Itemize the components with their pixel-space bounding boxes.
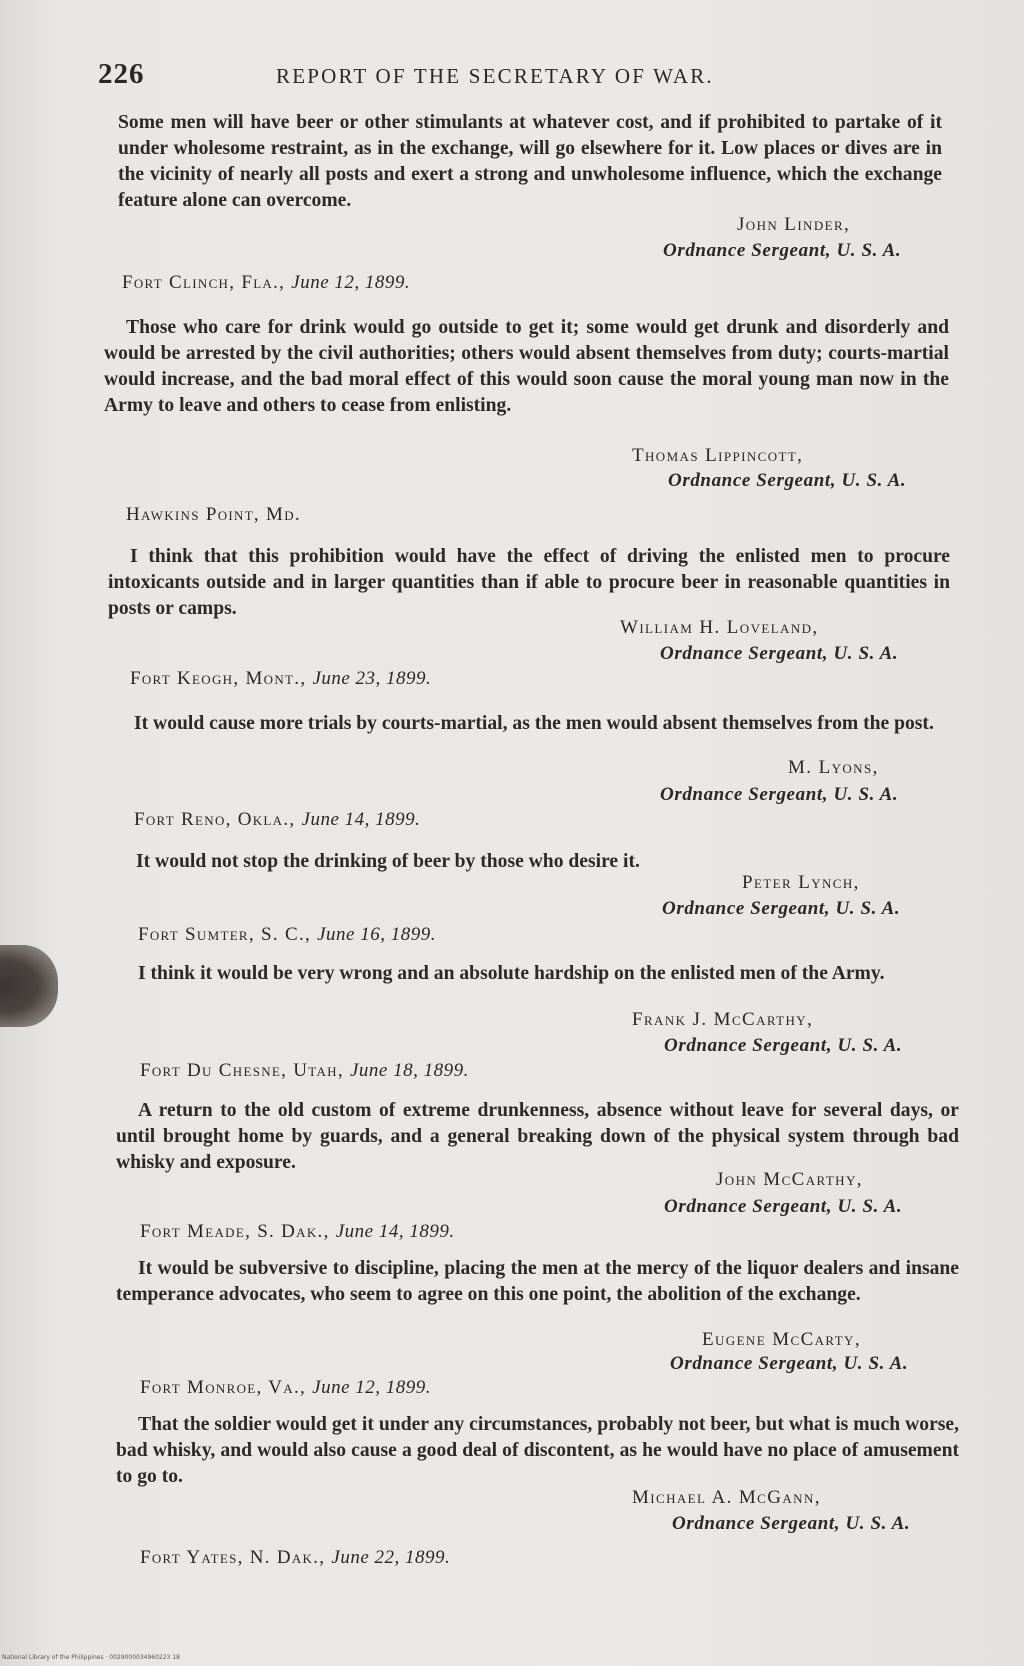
location-line [134, 809, 420, 831]
location-line [140, 1547, 450, 1569]
signature-title: Ordnance Sergeant, U. S. A. [662, 898, 901, 919]
signature-title: Ordnance Sergeant, U. S. A. [668, 470, 907, 491]
entry-text: A return to the old custom of extreme drunkenness, absence without leave for several days, or until brought home by guards, and a general breaking down of the physical system through bad whisky and exposure. [116, 1100, 959, 1173]
location-line [138, 924, 436, 946]
date: June 22, 1899. [331, 1547, 451, 1568]
signature-title: Ordnance Sergeant, U. S. A. [664, 1035, 903, 1056]
date: June 16, 1899. [317, 924, 436, 945]
location-line [140, 1221, 455, 1243]
location-line [126, 504, 301, 526]
signature-name: Frank J. McCarthy, [632, 1009, 814, 1030]
signature-title: Ordnance Sergeant, U. S. A. [672, 1513, 911, 1534]
signature-name: John Linder, [737, 214, 851, 235]
entry-text: Those who care for drink would go outside to get it; some would get drunk and disorderly and would be arrested by the civil authorities; others would absent themselves from duty; courts-martial would increase, and the bad moral effect of this would soon cause the moral young man now in the Army to leave and others to cease from enlisting. [104, 317, 949, 416]
signature-title: Ordnance Sergeant, U. S. A. [663, 240, 902, 261]
signature-name: M. Lyons, [788, 757, 879, 778]
location-line [140, 1377, 431, 1399]
location: Fort Reno, Okla., [134, 809, 296, 830]
date: June 23, 1899. [312, 668, 432, 689]
date: June 14, 1899. [335, 1221, 455, 1242]
date: June 12, 1899. [291, 272, 411, 293]
date: June 12, 1899. [312, 1377, 432, 1398]
location-line [122, 272, 410, 294]
scanner-thumb-shadow [0, 945, 58, 1027]
entry-text: I think it would be very wrong and an absolute hardship on the enlisted men of the Army. [138, 963, 885, 984]
location-line [130, 668, 431, 690]
location: Hawkins Point, Md. [126, 504, 301, 525]
date: June 18, 1899. [349, 1060, 469, 1081]
page-number: 226 [98, 58, 145, 90]
signature-name: John McCarthy, [716, 1169, 863, 1190]
location: Fort Monroe, Va., [140, 1377, 307, 1398]
signature-name: William H. Loveland, [620, 617, 819, 638]
location-line [140, 1060, 469, 1082]
scan-footer-note: National Library of the Philippines · 0029000034960223 18 [2, 1654, 180, 1661]
location: Fort Meade, S. Dak., [140, 1221, 330, 1242]
running-title: REPORT OF THE SECRETARY OF WAR. [276, 64, 714, 88]
signature-title: Ordnance Sergeant, U. S. A. [660, 643, 899, 664]
date: June 14, 1899. [301, 809, 421, 830]
location: Fort Du Chesne, Utah, [140, 1060, 344, 1081]
location: Fort Sumter, S. C., [138, 924, 312, 945]
signature-title: Ordnance Sergeant, U. S. A. [670, 1353, 909, 1374]
entry-text: It would not stop the drinking of beer by those who desire it. [136, 851, 640, 872]
page-header [98, 58, 938, 92]
signature-name: Thomas Lippincott, [632, 445, 804, 466]
signature-name: Eugene McCarty, [702, 1329, 861, 1350]
entry-text: It would be subversive to discipline, placing the men at the mercy of the liquor dealers and insane temperance advocates, who seem to agree on this one point, the abolition of the exchange. [116, 1258, 959, 1305]
location: Fort Clinch, Fla., [122, 272, 286, 293]
signature-name: Michael A. McGann, [632, 1487, 821, 1508]
entry-text: I think that this prohibition would have the effect of driving the enlisted men to procure intoxicants outside and in larger quantities than if able to procure beer in reasonable quantities in posts or camps. [108, 546, 950, 619]
location: Fort Yates, N. Dak., [140, 1547, 326, 1568]
signature-title: Ordnance Sergeant, U. S. A. [664, 1196, 903, 1217]
entry-text: That the soldier would get it under any circumstances, probably not beer, but what is much worse, bad whisky, and would also cause a good deal of discontent, as he would have no place of amusement to go to. [116, 1414, 959, 1487]
signature-name: Peter Lynch, [742, 872, 860, 893]
signature-title: Ordnance Sergeant, U. S. A. [660, 784, 899, 805]
entry-text: It would cause more trials by courts-martial, as the men would absent themselves from the post. [134, 713, 934, 734]
entry-text: Some men will have beer or other stimulants at whatever cost, and if prohibited to partake of it under wholesome restraint, as in the exchange, will go elsewhere for it. Low places or dives are in the vicinity of nearly all posts and exert a strong and unwholesome influence, which the exchange feature alone can overcome. [118, 112, 942, 211]
location: Fort Keogh, Mont., [130, 668, 307, 689]
